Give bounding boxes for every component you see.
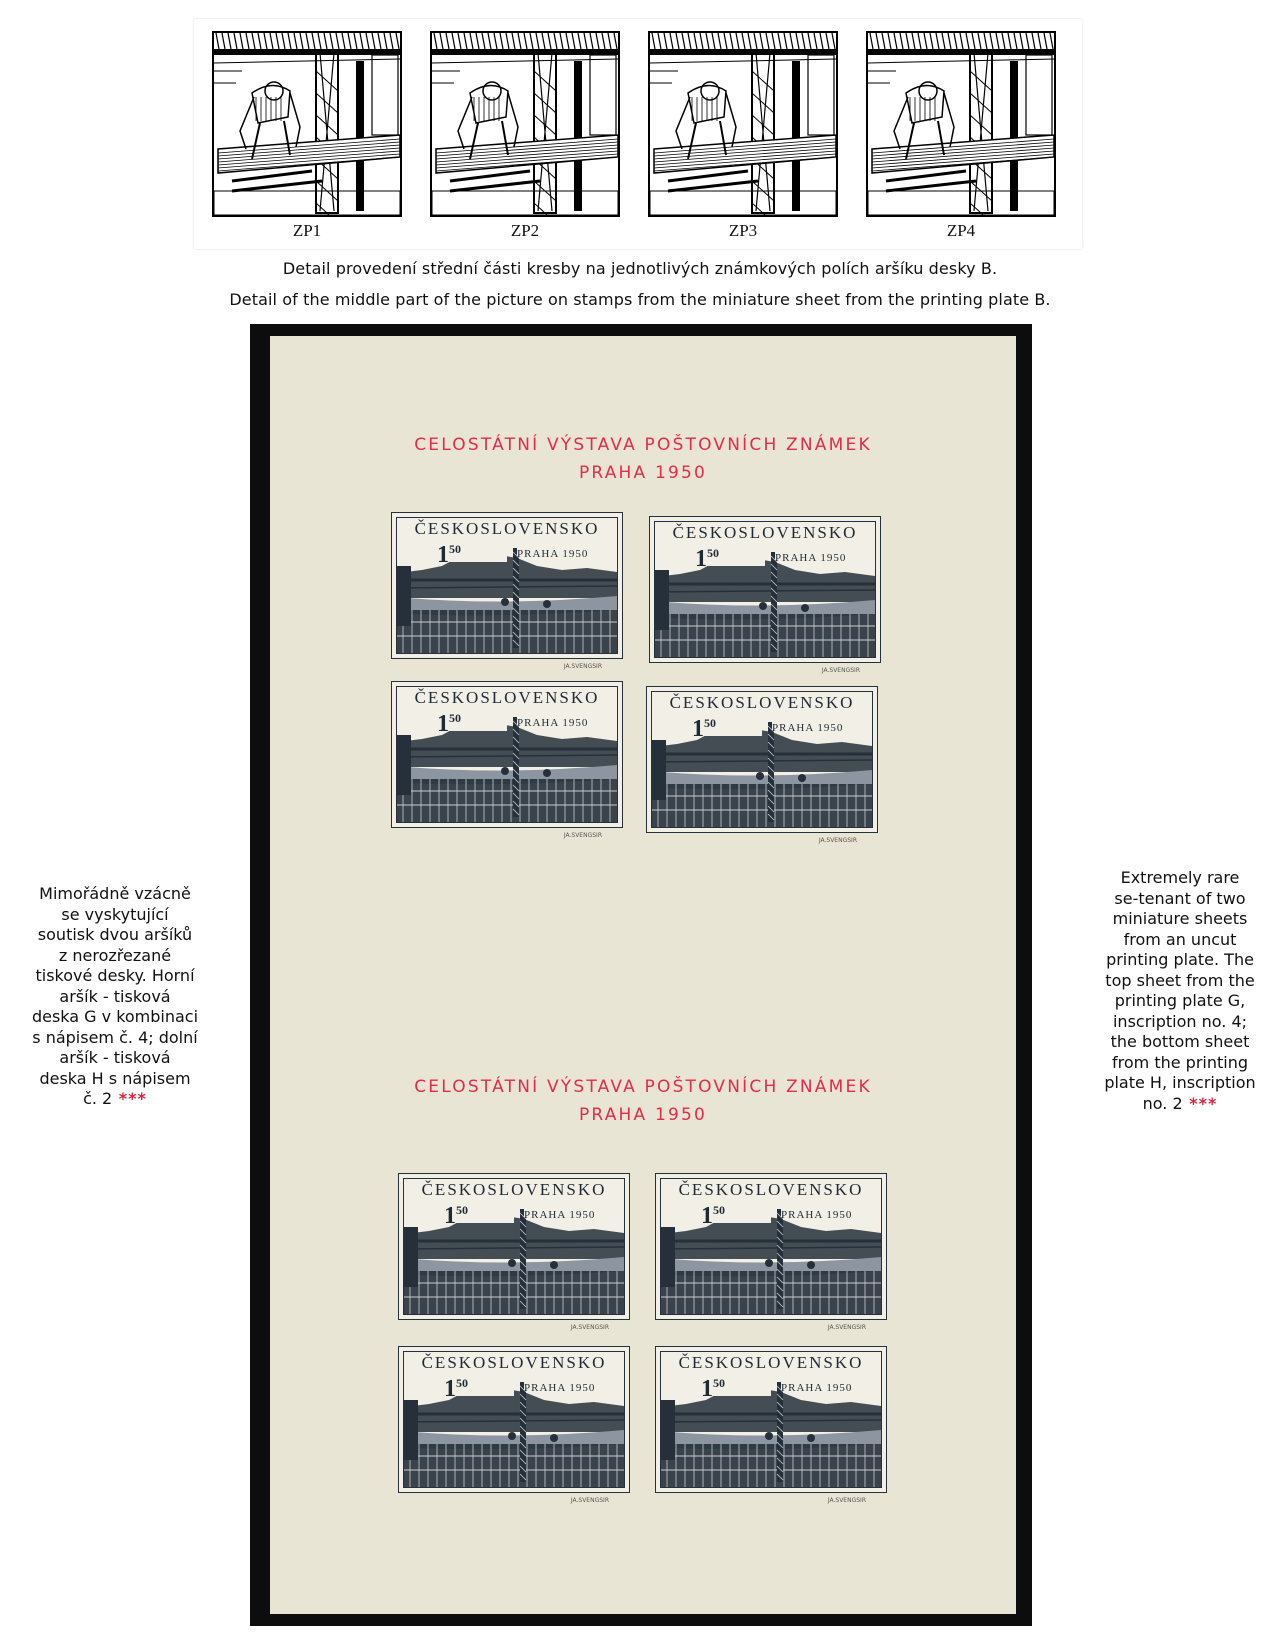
stamp-value-whole: 1 (444, 1376, 456, 1402)
note-line: miniature sheets (1112, 909, 1248, 928)
detail-strip (194, 19, 1082, 249)
upper-sheet-title: CELOSTÁTNÍ VÝSTAVA POŠTOVNÍCH ZNÁMEK (414, 435, 872, 455)
stamp-face-value (692, 716, 716, 743)
stamp (398, 1173, 630, 1331)
stamp-face-value (437, 542, 461, 569)
stamp-country: ČESKOSLOVENSKO (421, 1353, 607, 1372)
stamp-country: ČESKOSLOVENSKO (669, 693, 855, 712)
stamp-value-fraction: 50 (704, 716, 716, 730)
note-right-english (1082, 868, 1278, 1114)
stamp-country: ČESKOSLOVENSKO (421, 1180, 607, 1199)
note-line: printing plate G, (1114, 991, 1246, 1010)
note-line: no. 2 *** (1142, 1093, 1218, 1113)
stamp (655, 1173, 887, 1331)
stamp-country: ČESKOSLOVENSKO (678, 1353, 864, 1372)
stamp-engraver-signature: JA.SVENGSIR (818, 837, 857, 844)
note-line: aršík - tisková (59, 986, 171, 1006)
note-line: č. 2 *** (83, 1089, 147, 1108)
stamp-face-value (701, 1203, 725, 1230)
note-line: Mimořádně vzácně (39, 884, 191, 903)
stamp (655, 1346, 887, 1504)
rarity-stars: *** (1182, 1093, 1218, 1113)
caption-czech: Detail provedení střední části kresby na jednotlivých známkových polích aršíku desky B. (282, 259, 998, 278)
caption-english: Detail of the middle part of the picture on stamps from the miniature sheet from the printing plate B. (229, 290, 1051, 309)
stamp-design (403, 1351, 625, 1488)
note-line: top sheet from the (1105, 970, 1255, 990)
stamp-engraver-signature: JA.SVENGSIR (827, 1324, 866, 1331)
stamp-city-year: PRAHA 1950 (781, 1382, 853, 1394)
note-line: from an uncut (1123, 929, 1237, 949)
engraving-detail-image (866, 31, 1056, 217)
stamp (391, 512, 623, 670)
stamp-city-year: PRAHA 1950 (517, 548, 589, 560)
stamp (398, 1346, 630, 1504)
upper-sheet-subtitle: PRAHA 1950 (578, 463, 708, 483)
note-line: se-tenant of two (1114, 888, 1246, 908)
stamp-design (396, 686, 618, 823)
stamp-city-year: PRAHA 1950 (524, 1382, 596, 1394)
stamp-city-year: PRAHA 1950 (772, 722, 844, 734)
stamp-design (654, 521, 876, 658)
stamp-value-whole: 1 (444, 1203, 456, 1229)
detail-tile-zp3 (648, 31, 838, 241)
stamp-city-year: PRAHA 1950 (781, 1209, 853, 1221)
stamp-value-whole: 1 (701, 1376, 713, 1402)
detail-label: ZP2 (510, 221, 540, 240)
detail-label: ZP3 (728, 221, 758, 240)
stamp-city-year: PRAHA 1950 (517, 717, 589, 729)
stamp-value-whole: 1 (437, 711, 449, 737)
detail-label: ZP4 (946, 221, 976, 240)
stamp-city-year: PRAHA 1950 (524, 1209, 596, 1221)
note-line: deska G v kombinaci (31, 1007, 199, 1026)
stamp-engraver-signature: JA.SVENGSIR (563, 663, 602, 670)
stamp-city-year: PRAHA 1950 (775, 552, 847, 564)
engraving-detail-image (212, 31, 402, 217)
stamp (391, 681, 623, 839)
stamp-face-value (444, 1203, 468, 1230)
detail-tile-zp1 (212, 31, 402, 241)
note-line: plate H, inscription (1104, 1073, 1256, 1092)
stamp-value-whole: 1 (695, 546, 707, 572)
note-line: Extremely rare (1120, 868, 1240, 887)
stamp-design (403, 1178, 625, 1315)
stamp-design (651, 691, 873, 828)
lower-sheet-title: CELOSTÁTNÍ VÝSTAVA POŠTOVNÍCH ZNÁMEK (414, 1077, 872, 1097)
detail-tile-zp2 (430, 31, 620, 241)
lower-sheet-subtitle: PRAHA 1950 (578, 1105, 708, 1125)
note-left-czech (10, 884, 220, 1110)
note-line: deska H s nápisem (39, 1068, 191, 1088)
note-line: soutisk dvou aršíků (37, 925, 193, 944)
stamp-face-value (695, 546, 719, 573)
stamp-engraver-signature: JA.SVENGSIR (570, 1324, 609, 1331)
stamp-design (660, 1351, 882, 1488)
engraving-detail-image (430, 31, 620, 217)
stamp-engraver-signature: JA.SVENGSIR (563, 832, 602, 839)
stamp (649, 516, 881, 674)
stamp-face-value (444, 1376, 468, 1403)
stamp-value-whole: 1 (692, 716, 704, 742)
note-line: printing plate. The (1106, 950, 1254, 969)
stamp-country: ČESKOSLOVENSKO (678, 1180, 864, 1199)
note-line: from the printing (1112, 1052, 1248, 1072)
note-line: tiskové desky. Horní (35, 966, 195, 985)
stamp-design (660, 1178, 882, 1315)
stamp-value-fraction: 50 (449, 542, 461, 556)
stamp-design (396, 517, 618, 654)
stamp-value-fraction: 50 (713, 1376, 725, 1390)
stamp-value-fraction: 50 (456, 1203, 468, 1217)
miniature-sheet-pair (270, 336, 1016, 1614)
stamp-value-fraction: 50 (456, 1376, 468, 1390)
stamp-face-value (701, 1376, 725, 1403)
stamp-engraver-signature: JA.SVENGSIR (821, 667, 860, 674)
stamp-country: ČESKOSLOVENSKO (672, 523, 858, 542)
stamp-value-whole: 1 (701, 1203, 713, 1229)
stamp (646, 686, 878, 844)
stamp-value-fraction: 50 (707, 546, 719, 560)
detail-label: ZP1 (292, 221, 322, 240)
stamp-engraver-signature: JA.SVENGSIR (570, 1497, 609, 1504)
note-line: s nápisem č. 4; dolní (32, 1027, 198, 1047)
note-line: aršík - tisková (59, 1048, 171, 1067)
stamp-engraver-signature: JA.SVENGSIR (827, 1497, 866, 1504)
rarity-stars: *** (112, 1089, 147, 1108)
note-line: the bottom sheet (1110, 1032, 1250, 1051)
stamp-value-whole: 1 (437, 542, 449, 568)
note-line: se vyskytující (61, 904, 169, 924)
note-line: inscription no. 4; (1112, 1011, 1248, 1031)
engraving-detail-image (648, 31, 838, 217)
stamp-country: ČESKOSLOVENSKO (414, 688, 600, 707)
stamp-value-fraction: 50 (713, 1203, 725, 1217)
stamp-value-fraction: 50 (449, 711, 461, 725)
stamp-country: ČESKOSLOVENSKO (414, 519, 600, 538)
detail-tile-zp4 (866, 31, 1056, 241)
note-line: z nerozřezané (58, 945, 172, 965)
stamp-face-value (437, 711, 461, 738)
